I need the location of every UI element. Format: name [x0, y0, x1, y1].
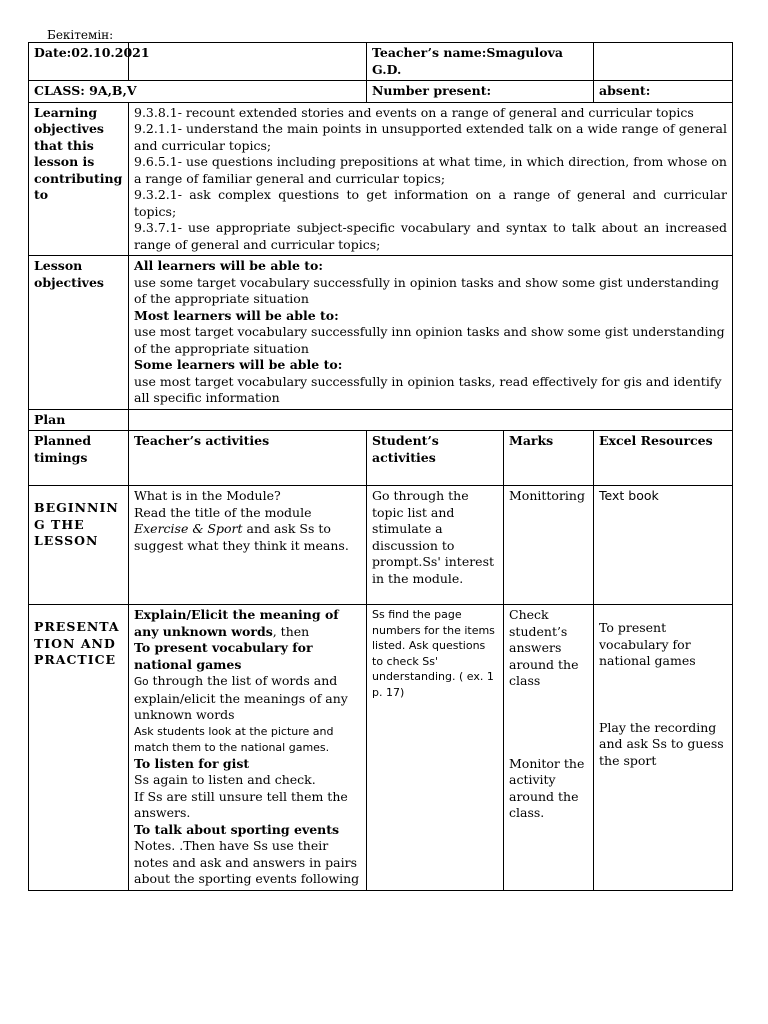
beginning-teacher-text: and ask Ss to suggest what they think it means. — [134, 521, 349, 553]
module-title: Exercise & Sport — [134, 521, 243, 536]
plan-empty — [129, 409, 733, 431]
some-learners-text: use most target vocabulary successfully in opinion tasks, read effectively for gis and identify all specific information — [134, 373, 722, 405]
plan-row — [29, 409, 733, 431]
column-header-row — [29, 431, 733, 486]
beginning-marks: Monittoring — [504, 486, 594, 605]
teacher-name-cell — [367, 43, 594, 81]
learning-objectives-label: Learning objectives that this lesson is contributing to — [29, 102, 129, 256]
presentation-row — [29, 605, 733, 891]
date-row — [29, 43, 733, 81]
sport-heading: To talk about sporting events — [134, 821, 340, 837]
objective-item: 9.3.8.1- recount extended stories and events on a range of general and curricular topics — [134, 104, 694, 120]
date-cell: Date:02.10.2021 — [29, 43, 129, 81]
beginning-teacher-line — [134, 521, 361, 554]
empty-header-cell — [594, 43, 733, 81]
most-learners-heading: Most learners will be able to: — [134, 307, 339, 323]
col-timings: Planned timings — [29, 431, 129, 486]
objective-item: 9.6.5.1- use questions including prepositions at what time, in which direction, from whose on a range of familiar general and curricular topics; — [134, 154, 727, 186]
absent-cell: absent: — [594, 81, 733, 103]
lesson-objectives-row — [29, 256, 733, 410]
beginning-row — [29, 486, 733, 605]
lesson-plan-table — [28, 42, 733, 891]
beginning-resources: Text book — [594, 486, 733, 605]
marks-check: Check student’s answers around the class — [509, 607, 579, 688]
objective-item: 9.3.2.1- ask complex questions to get information on a range of general and curricular topics; — [134, 187, 727, 219]
explain-rest: , then — [272, 623, 310, 639]
section-beginning: BEGINNIN G THE LESSON — [29, 486, 129, 605]
vocab-heading: To present vocabulary for national games — [134, 640, 313, 672]
sport-text: Notes. .Then have Ss use their notes and ask and answers in pairs about the sporting events following — [134, 838, 360, 886]
number-present-cell: Number present: — [367, 81, 594, 103]
learning-objectives-row — [29, 102, 733, 256]
plan-label: Plan — [29, 409, 129, 431]
most-learners-text: use most target vocabulary successfully inn opinion tasks and show some gist understanding of the appropriate situation — [134, 324, 725, 356]
ask-students-line: Ask students look at the picture and match them to the national games. — [134, 724, 334, 754]
lesson-objectives-content — [129, 256, 733, 410]
objective-item: 9.3.7.1- use appropriate subject-specific vocabulary and syntax to talk about an increased range of general and curricular topics; — [134, 220, 727, 252]
presentation-resources — [594, 605, 733, 891]
col-teacher-activities: Teacher’s activities — [129, 431, 367, 486]
approval-note: Бекітемін: — [47, 28, 114, 42]
go-word: Go — [134, 676, 149, 688]
objective-item: 9.2.1.1- understand the main points in unsupported extended talk on a wide range of general and curricular topics; — [134, 121, 727, 153]
learning-objectives-list — [129, 102, 733, 256]
explain-line — [134, 607, 361, 640]
beginning-teacher-line: What is in the Module? — [134, 488, 281, 503]
gist-line: If Ss are still unsure tell them the answers. — [134, 788, 348, 820]
go-rest: through the list of words and explain/elicit the meanings of any unknown words — [134, 673, 348, 722]
class-cell: CLASS: 9A,B,V — [29, 81, 367, 103]
col-marks: Marks — [504, 431, 594, 486]
presentation-marks — [504, 605, 594, 891]
lesson-objectives-label: Lesson objectives — [29, 256, 129, 410]
some-learners-heading: Some learners will be able to: — [134, 357, 343, 372]
all-learners-heading: All learners will be able to: — [134, 258, 323, 273]
beginning-teacher-line: Read the title of the module — [134, 504, 312, 520]
class-row — [29, 81, 733, 103]
resource-recording: Play the recording and ask Ss to guess the sport — [599, 719, 724, 768]
col-student-activities: Student’s activities — [367, 431, 504, 486]
col-resources: Excel Resources — [594, 431, 733, 486]
section-presentation: PRESENTA TION AND PRACTICE — [29, 605, 129, 891]
gist-line: Ss again to listen and check. — [134, 772, 316, 787]
beginning-student-activities: Go through the topic list and stimulate a discussion to prompt.Ss' interest in the module. — [367, 486, 504, 605]
go-through-line — [134, 673, 361, 724]
explain-heading: Explain/Elicit the meaning of any unknown words — [134, 607, 339, 639]
beginning-teacher-activities — [129, 486, 367, 605]
marks-monitor: Monitor the activity around the class. — [509, 755, 585, 820]
presentation-teacher-activities — [129, 605, 367, 891]
all-learners-text: use some target vocabulary successfully in opinion tasks and show some gist understanding of the appropriate situation — [134, 274, 719, 306]
teacher-label: Teacher’s name: — [372, 45, 487, 60]
gist-heading: To listen for gist — [134, 755, 250, 771]
resource-vocab: To present vocabulary for national games — [599, 620, 696, 668]
teacher-label-cell — [129, 43, 367, 81]
teacher-name: Smagulova G.D. — [372, 45, 563, 77]
presentation-student-activities: Ss find the page numbers for the items listed. Ask questions to check Ss' understanding. ( ex. 1 p. 17) — [367, 605, 504, 891]
